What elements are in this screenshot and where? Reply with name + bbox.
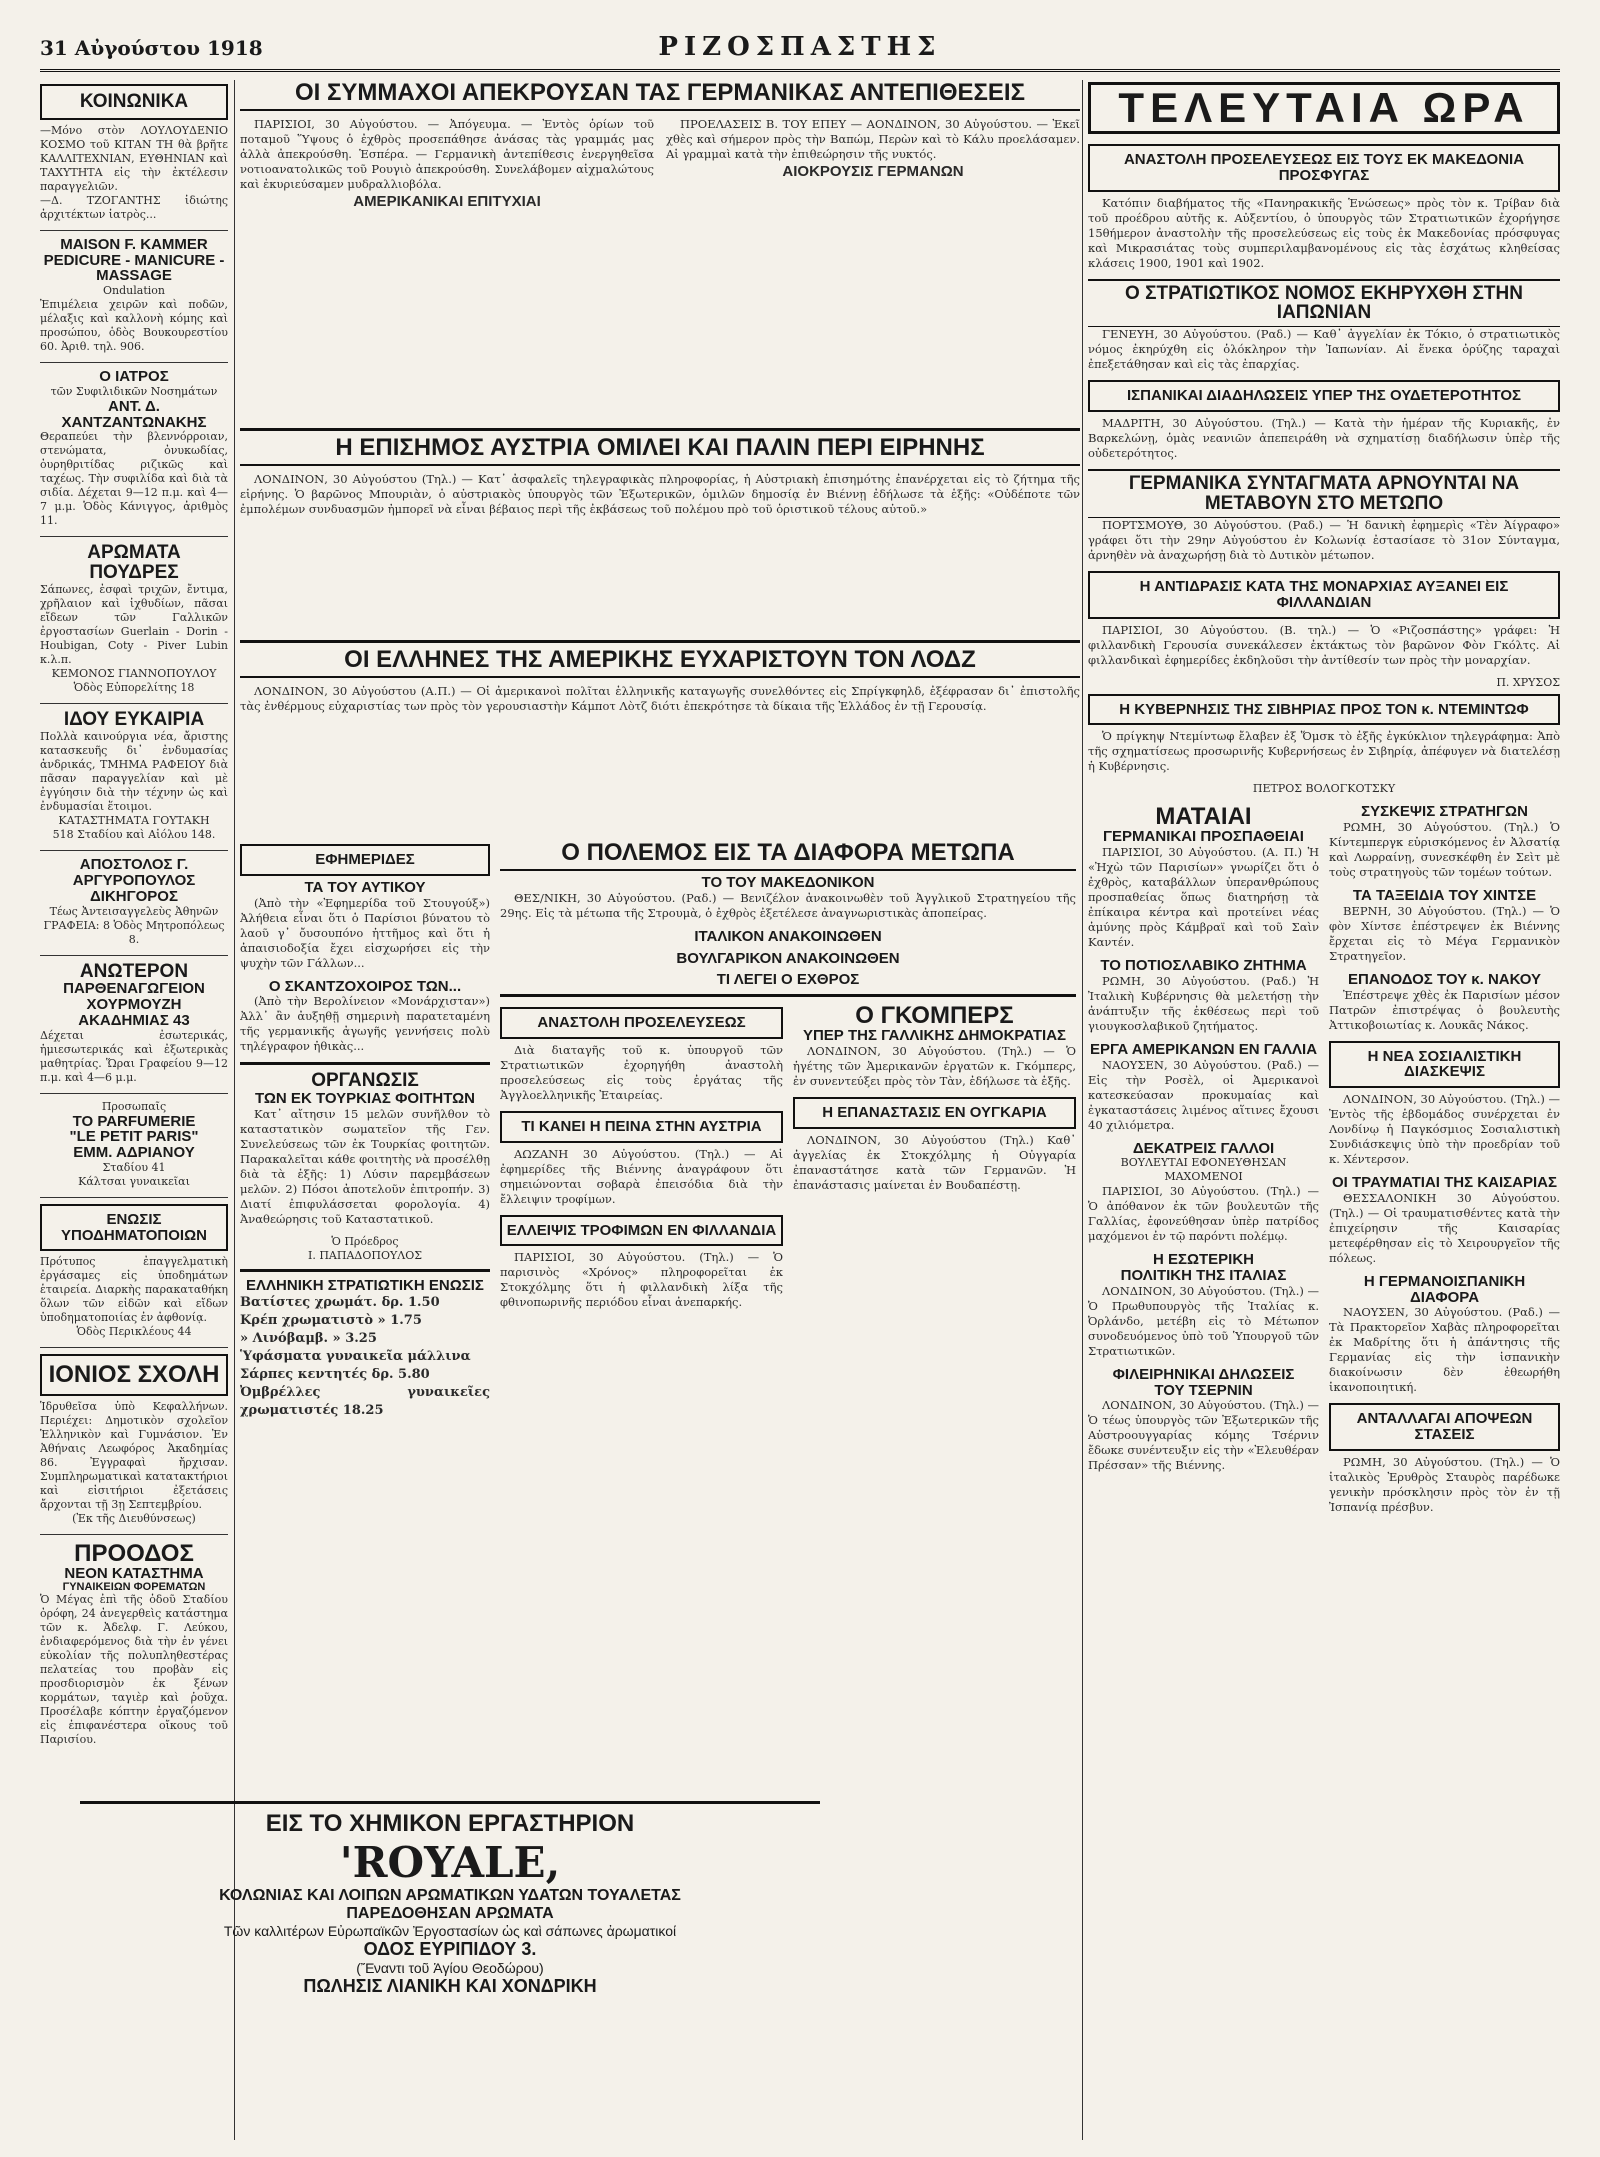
aigei-title: ΤΙ ΛΕΓΕΙ Ο ΕΧΘΡΟΣ — [716, 971, 860, 989]
spain-body: ΜΑΔΡΙΤΗ, 30 Αὐγούστου. (Τηλ.) — Κατὰ τὴν ἡμέραν τῆς Κυριακῆς, ἐν Βαρκελώνῃ, ὁμὰς νεανιῶν ἀπεπειράθη νὰ σχηματίσῃ διαδήλωσιν ὑπὲρ τῆς οὐδετερότητος. — [1088, 416, 1560, 461]
skantzoxoiros-title: Ο ΣΚΑΝΤΖΟΧΟΙΡΟΣ ΤΩΝ... — [268, 977, 462, 995]
doctor-sub: τῶν Συφιλιδικῶν Νοσημάτων — [50, 384, 218, 398]
allies-subhead-2: ΑΙΟΚΡΟΥΣΙΣ ΓΕΡΜΑΝΩΝ — [782, 163, 964, 181]
parfumerie-name2: "LE PETIT PARIS" — [69, 1128, 199, 1146]
socialist-body: ΛΟΝΔΙΝΟΝ, 30 Αὐγούστου. (Τηλ.) — Ἐντὸς τῆς ἑβδομάδος συνέρχεται ἐν Λονδίνῳ ἡ Παγκόσμιος Σοσιαλιστικὴ Συνδιάσκεψις ὑπὸ τὴν προεδρίαν τοῦ κ. Χέντερσον. — [1329, 1092, 1560, 1166]
royale-ad — [80, 1795, 820, 1997]
aromata-addr: Ὁδὸς Εὐπορελίτης 18 — [73, 681, 195, 695]
german-spanish-headline: Η ΓΕΡΜΑΝΟΙΣΠΑΝΙΚΗ ΔΙΑΦΟΡΑ — [1363, 1272, 1526, 1306]
oggaria-body: ΛΟΝΔΙΝΟΝ, 30 Αὐγούστου (Τηλ.) Καθ᾽ ἀγγελίας ἐκ Στοκχόλμης ἡ Οὐγγαρία ἐπαναστάτησε κατὰ τῶν Γερμανῶν. Ἡ ἐπανάστασις μαίνεται ἐν Βουδαπέστῃ. — [793, 1132, 1076, 1192]
czernin-headline: ΦΙΛΕΙΡΗΝΙΚΑΙ ΔΗΛΩΣΕΙΣ — [1112, 1365, 1295, 1383]
divider — [80, 1801, 820, 1804]
french-deputies-headline: ΔΕΚΑΤΡΕΙΣ ΓΑΛΛΟΙ — [1132, 1139, 1275, 1157]
royale-sales: ΠΩΛΗΣΙΣ ΛΙΑΝΙΚΗ ΚΑΙ ΧΟΝΔΡΙΚΗ — [303, 1976, 597, 1996]
issue-date: 31 Αὐγούστου 1918 — [40, 36, 263, 60]
divider — [40, 955, 228, 956]
potioslaviko-headline: ΤΟ ΠΟΤΙΟΣΛΑΒΙΚΟ ΖΗΤΗΜΑ — [1100, 957, 1307, 975]
shoes-ad — [40, 1204, 228, 1340]
kammer-sub: Ondulation — [103, 284, 165, 298]
lawyer-addr: Τέως Ἀντεισαγγελεὺς Ἀθηνῶν — [49, 904, 219, 918]
kammer-services: PEDICURE - MANICURE - MASSAGE — [43, 251, 225, 285]
school-sub: ΠΑΡΘΕΝΑΓΩΓΕΙΟΝ ΧΟΥΡΜΟΥΖΗ — [63, 980, 205, 1014]
czernin-sub: ΤΟΥ ΤΣΕΡΝΙΝ — [1154, 1381, 1253, 1399]
finland-headline: Η ΑΝΤΙΔΡΑΣΙΣ ΚΑΤΑ ΤΗΣ ΜΟΝΑΡΧΙΑΣ ΑΥΞΑΝΕΙ ΕΙΣ ΦΙΛΛΑΝΔΙΑΝ — [1088, 571, 1560, 619]
german-spanish-body: ΝΑΟΥΣΕΝ, 30 Αὐγούστου. (Ραδ.) — Τὰ Πρακτορεῖον Χαβὰς πληροφορεῖται ἐκ Μαδρίτης ὅτι ἡ ἀπάντησις τῆς Γερμανίας εἰς τὴν ἰσπανικὴν διακοίνωσιν δὲν ἐθεωρήθη ἱκανοποιητική. — [1329, 1305, 1560, 1395]
divider — [500, 994, 1076, 997]
doctor-name: ΑΝΤ. Δ. ΧΑΝΤΖΑΝΤΩΝΑΚΗΣ — [61, 397, 207, 431]
socialist-headline: Η ΝΕΑ ΣΟΣΙΑΛΙΣΤΙΚΗ ΔΙΑΣΚΕΨΙΣ — [1329, 1041, 1560, 1089]
austria-headline: Η ΕΠΙΣΗΜΟΣ ΑΥΣΤΡΙΑ ΟΜΙΛΕΙ ΚΑΙ ΠΑΛΙΝ ΠΕΡΙ ΕΙΡΗΝΗΣ — [240, 428, 1080, 466]
divider — [40, 230, 228, 231]
ionios-body: Ἱδρυθεῖσα ὑπὸ Κεφαλλήνων. Περιέχει: Δημοτικὸν σχολεῖον Ἑλληνικὸν καὶ Γυμνάσιον. Ἐν Ἀθήναις Λεωφόρος Ἀκαδημίας 86. Ἐγγραφαὶ ἤρχισαν. Συμπληρωματικαὶ κατατακτήριοι καὶ εἰσιτήριοι ἐξετάσεις ἄρχονται τῇ 3ῃ Σεπτεμβρίου. — [40, 1399, 228, 1511]
eukairia-shop: ΚΑΤΑΣΤΗΜΑΤΑ ΓΟΥΤΑΚΗ — [58, 814, 210, 828]
italy-politics-sub: ΠΟΛΙΤΙΚΗ ΤΗΣ ΙΤΑΛΙΑΣ — [1120, 1267, 1287, 1285]
doctor-body: Θεραπεύει τὴν βλεννόρροιαν, στενώματα, ὀνυκωδίας, ὀυρηθριτίδας ριζικῶς καὶ ταχέως. Τὴν συφιλίδα καὶ διὰ τὰ σιδία. Δέχεται 9—12 π.μ. καὶ 4—7 μ.μ. Ὁδὸς Κάνιγγος, ἀριθμὸς 11. — [40, 430, 228, 528]
parfumerie-owner: ΕΜΜ. ΑΔΡΙΑΝΟΥ — [73, 1144, 195, 1162]
divider — [40, 850, 228, 851]
kammer-ad — [40, 237, 228, 354]
lodge-body: ΛΟΝΔΙΝΟΝ, 30 Αὐγούστου (Α.Π.) — Οἱ ἀμερικανοὶ πολῖται ἑλληνικῆς καταγωγῆς συνελθόντες εἰς Σπρίγκφηλδ, ἐξέφρασαν δι᾽ ἐπιστολῆς τὰς ἐνθέρμους εὐχαριστίας των πρὸς τὸν γερουσιαστὴν Κάμποτ Λὸτζ διότι ἐπεκρότησε τὰ δίκαια τῆς Ἑλλάδος ἐν τῇ Γερουσίᾳ. — [240, 684, 1080, 714]
exchanges-headline: ΑΝΤΑΛΛΑΓΑΙ ΑΠΟΨΕΩΝ ΣΤΑΣΕΙΣ — [1329, 1403, 1560, 1451]
koinonika-body: —Μόνο στὸν ΛΟΥΛΟΥΔΕΝΙΟ ΚΟΣΜΟ τοῦ ΚΙΤΑΝ ΤΗ θὰ βρῆτε ΚΑΛΛΙΤΕΧΝΙΑΝ, ΕΥΘΗΝΙΑΝ καὶ ΤΑΧΥΤΗΤΑ εἰς τὴν ἐκτέλεσιν παραγγελιῶν. — [40, 123, 228, 193]
koinonika-doctor: —Δ. ΤΖΟΓΑΝΤΗΣ ἰδιώτης ἀρχιτέκτων ἰατρὸς... — [40, 193, 228, 221]
divider — [40, 536, 228, 537]
siberia-headline: Η ΚΥΒΕΡΝΗΣΙΣ ΤΗΣ ΣΙΒΗΡΙΑΣ ΠΡΟΣ ΤΟΝ κ. ΝΤΕΜΙΝΤΩΦ — [1088, 694, 1560, 726]
shoes-body: Πρότυπος ἐπαγγελματικὴ ἐργάσαμες εἰς ὑποδημάτων ἑταιρεία. Διαρκὴς παρακαταθήκη ὅλων τῶν εἰδῶν καὶ εἴδων ὑποδηματοποιίας ἐν ἀφθονίᾳ. — [40, 1255, 228, 1325]
royale-line2: ΚΟΛΩΝΙΑΣ ΚΑΙ ΛΟΙΠΩΝ ΑΡΩΜΑΤΙΚΩΝ ΥΔΑΤΩΝ ΤΟΥΑΛΕΤΑΣ — [219, 1887, 681, 1904]
finland-body: ΠΑΡΙΣΙΟΙ, 30 Αὐγούστου. (Β. τηλ.) — Ὁ «Ριζοσπάστης» γράφει: Ἡ φιλλανδικὴ Γερουσία συνεκάλεσεν ἐκτάκτως τὸν βαρῶνον Φὸν Γκόλτς. Αἱ φιλλανδικαὶ ἐφημερίδες ἐκδηλοῦσι τὴν ἀντίθεσίν των πρὸς τὴν μοναρχίαν. — [1088, 622, 1560, 667]
aromata-ad — [40, 543, 228, 695]
late-news-banner: ΤΕΛΕΥΤΑΙΑ ΩΡΑ — [1088, 82, 1560, 134]
refugees-body: Κατόπιν διαβήματος τῆς «Πανηρακικῆς Ἑνώσεως» πρὸς τὸν κ. Τρίβαν διὰ τοῦ προέδρου αὐτῆς κ. Αὐξεντίου, ὁ ὑπουργὸς τῶν Στρατιωτικῶν ἐχορήγησε 15θήμερον ἀναστολὴν τῆς προσελεύσεως εἰς τοὺς ἐκ Μακεδονίας πρόσφυγας καὶ Μικρασιάτας τοὺς συμπεριλαμβανομένους εἰς τὰς ἐσχάτως κληθείσας κλάσεις 1900, 1901 καὶ 1902. — [1088, 195, 1560, 270]
parfumerie-name: TO PARFUMERIE — [72, 1112, 196, 1130]
doctor-ad — [40, 369, 228, 528]
doctor-title: Ο ΙΑΤΡΟΣ — [99, 368, 169, 386]
regiments-body: ΠΟΡΤΣΜΟΥΘ, 30 Αὐγούστου. (Ραδ.) — Ἡ δανικὴ ἐφημερὶς «Τὲν Ἀίγραφο» γράφει ὅτι τὴν 29ην Αὐγούστου ἐν Κολωνίᾳ ἐστασίασε τὸ 31ον Σύνταγμα, ἀρνηθὲν νὰ ἀναχωρήσῃ διὰ τὸ Δυτικὸν μέτωπον. — [1088, 518, 1560, 562]
polemos-headline: Ο ΠΟΛΕΜΟΣ ΕΙΣ ΤΑ ΔΙΑΦΟΡΑ ΜΕΤΩΠΑ — [500, 840, 1076, 871]
divider — [240, 1062, 490, 1065]
wounded-body: ΘΕΣΣΑΛΟΝΙΚΗ 30 Αὐγούστου. (Τηλ.) — Οἱ τραυματισθέντες κατὰ τὴν ἐπιχείρησιν τῆς Καισαρίας μετεφέρθησαν εἰς τὸ Χειρουργεῖον τῆς πόλεως. — [1329, 1190, 1560, 1265]
enosis-item: Βατίστες χρωμάτ. δρ. 1.50 — [240, 1294, 440, 1310]
gompers-body: ΛΟΝΔΙΝΟΝ, 30 Αὐγούστου. (Τηλ.) — Ὁ ἡγέτης τῶν Ἀμερικανῶν ἐργατῶν κ. Γκόμπερς, ἐν συνεντεύξει πρὸς τὸν Τὰν, ἐδήλωσε τὰ ἑξῆς. — [793, 1044, 1076, 1089]
american-works-body: ΝΑΟΥΣΕΝ, 30 Αὐγούστου. (Ραδ.) — Εἰς τὴν Ροσὲλ, οἱ Ἀμερικανοὶ κατεσκεύασαν προκυμαίας καὶ ἐγκαταστάσεις λιμένος αἵτινες ἔχουσι 40 χιλιόμετρα. — [1088, 1057, 1319, 1132]
eukairia-addr: 518 Σταδίου καὶ Αἰόλου 148. — [52, 828, 216, 842]
italy-politics-headline: Η ΕΣΩΤΕΡΙΚΗ — [1152, 1251, 1255, 1269]
peina-title: ΤΙ ΚΑΝΕΙ Η ΠΕΙΝΑ ΣΤΗΝ ΑΥΣΤΡΙΑ — [500, 1111, 783, 1143]
aromata-shop: ΚΕΜΟΝΟΣ ΓΙΑΝΝΟΠΟΥΛΟΥ — [51, 667, 217, 681]
school-title: ΑΝΩΤΕΡΟΝ — [79, 960, 189, 982]
royale-line1: ΕΙΣ ΤΟ ΧΗΜΙΚΟΝ ΕΡΓΑΣΤΗΡΙΟΝ — [265, 1810, 635, 1837]
american-works-headline: ΕΡΓΑ ΑΜΕΡΙΚΑΝΩΝ ΕΝ ΓΑΛΛΙΑ — [1089, 1040, 1318, 1058]
spain-headline: ΙΣΠΑΝΙΚΑΙ ΔΙΑΔΗΛΩΣΕΙΣ ΥΠΕΡ ΤΗΣ ΟΥΔΕΤΕΡΟΤΗΤΟΣ — [1088, 380, 1560, 412]
regiments-headline: ΓΕΡΜΑΝΙΚΑ ΣΥΝΤΑΓΜΑΤΑ ΑΡΝΟΥΝΤΑΙ ΝΑ ΜΕΤΑΒΟΥΝ ΣΤΟ ΜΕΤΩΠΟ — [1088, 469, 1560, 518]
generals-body: ΡΩΜΗ, 30 Αὐγούστου. (Τηλ.) Ὁ Κίντεμπεργκ εὑρισκόμενος ἐν Ἀλσατίᾳ καὶ Λωρραίνῃ, συνεσκέφθη ἐν Σεὶτ μὲ τοὺς στρατηγοὺς τῶν τομέων τούτων. — [1329, 820, 1560, 879]
koinonika-title: ΚΟΙΝΩΝΙΚΑ — [40, 84, 228, 120]
french-deputies-sub: ΒΟΥΛΕΥΤΑΙ ΕΦΟΝΕΥΘΗΣΑΝ ΜΑΧΟΜΕΝΟΙ — [1120, 1156, 1287, 1184]
austria-body: ΛΟΝΔΙΝΟΝ, 30 Αὐγούστου (Τηλ.) — Κατ᾽ ἀσφαλεῖς τηλεγραφικὰς πληροφορίας, ἡ Αὐστριακὴ ἐπισημότης ἐπανέρχεται εἰς τὸ ζήτημα τῆς εἰρήνης. Ὁ βαρῶνος Μπουριὰν, ὁ αὐστριακὸς ὑπουργὸς τῶν Ἐξωτερικῶν, ὁμιλῶν δημοσίᾳ ἐν Βιέννῃ ἐδήλωσε τὰ ἑξῆς: «Οὐδέποτε τῶν ἐμπολέμων συνδυασμῶν ἠμπορεῖ νὰ εἶναι βέβαιος περὶ τῆς ἐκβάσεως τοῦ πολέμου πρὸ τοῦ ὁριστικοῦ τέλους αὐτοῦ.» — [240, 472, 1080, 517]
italy-politics-body: ΛΟΝΔΙΝΟΝ, 30 Αὐγούστου. (Τηλ.) — Ὁ Πρωθυπουργὸς τῆς Ἰταλίας κ. Ὀρλάνδο, μετέβη εἰς τὸ Μέτωπον συνοδευόμενος ὑπὸ τοῦ Ὑπουργοῦ τῶν Στρατιωτικῶν. — [1088, 1283, 1319, 1358]
enosis-item: Ὑφάσματα γυναικεῖα μάλλινα — [240, 1348, 471, 1364]
lawyer-title: ΔΙΚΗΓΟΡΟΣ — [90, 887, 178, 905]
enosis-item: Σάρπες κεντητές δρ. 5.80 — [240, 1366, 430, 1382]
lawyer-ad — [40, 857, 228, 946]
koinonika-section — [40, 84, 228, 222]
royale-line4: Τῶν καλλιτέρων Εὐρωπαϊκῶν Ἐργοστασίων ὡς καὶ σάπωνες ἀρωματικοί — [223, 1923, 677, 1939]
royale-addr: ΟΔΟΣ ΕΥΡΙΠΙΔΟΥ 3. — [363, 1939, 537, 1959]
lawyer-office: ΓΡΑΦΕΙΑ: 8 Ὁδὸς Μητροπόλεως 8. — [43, 918, 225, 946]
potioslaviko-body: ΡΩΜΗ, 30 Αὐγούστου. (Ραδ.) Ἡ Ἰταλικὴ Κυβέρνησις θὰ μελετήσῃ τὴν ἀνάπτυξιν τῆς ἐκθέσεως περὶ τοῦ γιουγκοσλαβικοῦ ζητήματος. — [1088, 973, 1319, 1033]
allies-article — [240, 80, 1080, 210]
hintze-headline: ΤΑ ΤΑΞΕΙΔΙΑ ΤΟΥ ΧΙΝΤΣΕ — [1352, 887, 1537, 904]
peina-body: ΑΩΖΑΝΗ 30 Αὐγούστου. (Τηλ.) — Αἱ ἐφημερίδες τῆς Βιέννης ἀναγράφουν ὅτι σημειώνονται σοβαρὰ ἐπεισόδια διὰ τὴν ἔλλειψιν τροφίμων. — [500, 1146, 783, 1206]
french-deputies-body: ΠΑΡΙΣΙΟΙ, 30 Αὐγούστου. (Τηλ.) — Ὁ ἀπόθανον ἐκ τῶν βουλευτῶν τῆς Γαλλίας, ἐφονεύθησαν ὑπὲρ πατρίδος μαχόμενοι ἐν τῷ παρόντι πολέμῳ. — [1088, 1184, 1319, 1244]
nakos-headline: ΕΠΑΝΟΔΟΣ ΤΟΥ κ. ΝΑΚΟΥ — [1347, 970, 1542, 988]
organosis-title: ΟΡΓΑΝΩΣΙΣ — [311, 1070, 419, 1092]
ephemerides-body: (Ἀπὸ τὴν «Ἐφημερίδα τοῦ Στουγούξ») Ἀλήθεια εἶναι ὅτι ὁ Παρίσιοι βύνατου τὸ λαοῦ γ᾽ ὄυσουπόνο ἡττῆμος καὶ ὅτι ἡ ἀπαισιοδοξία ἔχει εἰσχωρήσει εἰς τὴν ψυχὴν τῶν Γάλλων... — [240, 895, 490, 970]
refugees-headline: ΑΝΑΣΤΟΛΗ ΠΡΟΣΕΛΕΥΣΕΩΣ ΕΙΣ ΤΟΥΣ ΕΚ ΜΑΚΕΔΟΝΙΑ ΠΡΟΣΦΥΓΑΣ — [1088, 144, 1560, 192]
center-right-column — [500, 840, 1076, 1760]
enosis-item: Ὀμβρέλλες γυναικεῖες χρωματιστές 18.25 — [240, 1384, 490, 1418]
exchanges-body: ΡΩΜΗ, 30 Αὐγούστου. (Τηλ.) — Ὁ ἰταλικὸς Ἐρυθρὸς Σταυρὸς παρέδωκε γενικὴν πρόσκλησιν πρὸς τὸν ἐν τῇ Ἰσπανίᾳ πρέσβυν. — [1329, 1454, 1560, 1514]
parfumerie-addr: Σταδίου 41 — [102, 1160, 166, 1174]
aromata-title: ΑΡΩΜΑΤΑ ΠΟΥΔΡΕΣ — [87, 542, 181, 584]
skantzoxoiros-body: (Ἀπὸ τὴν Βερολίνειον «Μονάρχισταν») Ἀλλ᾽ ἂν ἀυξηθῇ σημερινὴ παρατεταμένη τῆς γερμανικῆς ἀγωγῆς γεννήσεις πολὺ τηλέγραφον ἠθικὰς... — [240, 994, 490, 1054]
divider — [40, 362, 228, 363]
organosis-body: Κατ᾽ αἴτησιν 15 μελῶν συνῆλθον τὸ καταστατικὸν σωματεῖον τῆς Γεν. Συνελεύσεως τῶν ἐκ Τουρκίας φοιτητῶν. Παρακαλεῖται κάθε φοιτητὴς νὰ προσέλθῃ διὰ τὰ ἑξῆς: 1) Λύσιν παρεμβάσεων μελῶν. 2) Πόσοι ἀποτελοῦν ἐπιτροπήν. 3) Διατί ἐπιφυλάσσεται φορολογία. 4) Ἀναθεώρησις τοῦ Καταστατικοῦ. — [240, 1106, 490, 1226]
kammer-name: MAISON F. KAMMER — [60, 235, 208, 253]
gompers-sub: ΥΠΕΡ ΤΗΣ ΓΑΛΛΙΚΗΣ ΔΗΜΟΚΡΑΤΙΑΣ — [802, 1027, 1067, 1045]
anastoli-title: ΑΝΑΣΤΟΛΗ ΠΡΟΣΕΛΕΥΣΕΩΣ — [500, 1007, 783, 1039]
divider — [40, 1093, 228, 1094]
ionios-ad — [40, 1354, 228, 1525]
italikon-title: ΙΤΑΛΙΚΟΝ ΑΝΑΚΟΙΝΩΘΕΝ — [694, 927, 882, 945]
eukairia-body: Πολλὰ καινούργια νέα, ἄριστης κατασκευῆς δι᾽ ἐνδυμασίας ἀνδρικάς, ΤΜΗΜΑ ΡΑΦΕΙΟΥ διὰ πᾶσαν παραγγελίαν καὶ μὲ ἐγγύησιν διὰ τὴν τέχνην ὡς καὶ ἐνδυμασίαι ἕτοιμοι. — [40, 730, 228, 814]
parfumerie-note: Κάλτσαι γυναικεῖαι — [78, 1174, 190, 1188]
school-ad — [40, 962, 228, 1085]
eukairia-title: ΙΔΟΥ ΕΥΚΑΙΡΙΑ — [63, 709, 205, 731]
organosis-subtitle: ΤΩΝ ΕΚ ΤΟΥΡΚΙΑΣ ΦΟΙΤΗΤΩΝ — [255, 1090, 475, 1108]
divider — [40, 1197, 228, 1198]
ephemerides-title: ΕΦΗΜΕΡΙΔΕΣ — [240, 844, 490, 876]
aromata-body: Σάπωνες, ἐσφαὶ τριχῶν, ἔντιμα, χρῆλαιον καὶ ἰχθυδίων, πᾶσαι εἴδεων τῶν Γαλλικῶν ἐργοστασίων Guerlain - Dorin - Houbigan, Coty - Piver Lubin κ.λ.π. — [40, 583, 228, 667]
trofima-body: ΠΑΡΙΣΙΟΙ, 30 Αὐγούστου. (Τηλ.) — Ὁ παρισινὸς «Χρόνος» πληροφορεῖται ἐκ Στοκχόλμης ὅτι ἡ φιλλανδικὴ λίξα τῆς φθινοπωρινῆς περιόδου εἶναι ἀνεπαρκής. — [500, 1250, 783, 1310]
kammer-body: Ἐπιμέλεια χειρῶν καὶ ποδῶν, μέλαξις καὶ καλλονὴ κόμης καὶ προσώπου, ὁδὸς Βουκουρεστίου 60. Ἀριθ. τηλ. 906. — [40, 298, 228, 354]
left-ads-column — [40, 80, 228, 1780]
oggaria-title: Η ΕΠΑΝΑΣΤΑΣΙΣ ΕΝ ΟΥΓΚΑΡΙΑ — [793, 1097, 1076, 1129]
allies-body-1: ΠΑΡΙΣΙΟΙ, 30 Αὐγούστου. — Ἀπόγευμα. — Ἐντὸς ὁρίων τοῦ ποταμοῦ Ὕψους ὁ ἐχθρὸς προσεπάθησε ἀνάσας τὰς γραμμάς μας ἀλλὰ ἀπεκρούσθη. Ἑσπέρα. — Γερμανικὴ ἀντεπίθεσις ἐνεργηθεῖσα νοτιοανατολικῶς τοῦ Ρουγιὸ ἀπεκρούσθη. Συνελάβομεν αἰχμαλώτους καὶ ἐκυριεύσαμεν μυδραλλιοβόλα. — [240, 117, 654, 192]
anastoli-body: Διὰ διαταγῆς τοῦ κ. ὑπουργοῦ τῶν Στρατιωτικῶν ἐχορηγήθη ἀναστολὴ προσελεύσεως εἰς τοὺς ἐργάτας τῆς Ἀγγλοελληνικῆς Ἐταιρείας. — [500, 1042, 783, 1102]
eukairia-ad — [40, 710, 228, 842]
polemos-sub: ΤΟ ΤΟΥ ΜΑΚΕΔΟΝΙΚΟΝ — [701, 874, 875, 892]
mataiai-headline: ΜΑΤΑΙΑΙ — [1155, 803, 1252, 831]
proodos-title: ΠΡΟΟΔΟΣ — [74, 1539, 194, 1567]
proodos-body: Ὁ Μέγας ἐπὶ τῆς ὁδοῦ Σταδίου ὀρόφη, 24 ἀνεγερθεὶς κατάστημα τῶν κ. Ἀδελφ. Γ. Λεύκου, ἐνδιαφερόμενος διὰ τὴν ἐν γένει εὐκολίαν τῆς πολυπληθεστέρας πελατείας του προβὰν εἰς προσδιορισμὸν ἐκ ξένων κορμάτων, ταγιὲρ καὶ ῥοῦχα. Προσέλαβε κόπτην ἐργαζόμενον εἰς ἐπιφανέστερα οἴκους τοῦ Παρισίου. — [40, 1593, 228, 1747]
column-rule — [1082, 80, 1083, 2140]
generals-headline: ΣΥΣΚΕΨΙΣ ΣΤΡΑΤΗΓΩΝ — [1361, 803, 1528, 821]
newspaper-title: ΡΙΖΟΣΠΑΣΤΗΣ — [658, 32, 942, 62]
masthead — [40, 28, 1560, 72]
divider — [40, 1347, 228, 1348]
vulgarikon-title: ΒΟΥΛΓΑΡΙΚΟΝ ΑΝΑΚΟΙΝΩΘΕΝ — [676, 949, 900, 967]
royale-line3: ΠΑΡΕΔΟΘΗΣΑΝ ΑΡΩΜΑΤΑ — [346, 1905, 554, 1922]
gompers-title: Ο ΓΚΟΜΠΕΡΣ — [855, 1002, 1014, 1030]
divider — [240, 1269, 490, 1272]
royale-brand: 'ROYALE, — [339, 1838, 561, 1887]
proodos-sub2: ΓΥΝΑΙΚΕΙΩΝ ΦΟΡΕΜΑΤΩΝ — [62, 1580, 206, 1593]
school-addr: ΑΚΑΔΗΜΙΑΣ 43 — [78, 1011, 190, 1029]
trofima-title: ΕΛΛΕΙΨΙΣ ΤΡΟΦΙΜΩΝ ΕΝ ΦΙΛΛΑΝΔΙΑ — [500, 1215, 783, 1247]
lodge-headline: ΟΙ ΕΛΛΗΝΕΣ ΤΗΣ ΑΜΕΡΙΚΗΣ ΕΥΧΑΡΙΣΤΟΥΝ ΤΟΝ ΛΟΔΖ — [240, 640, 1080, 678]
enosis-item: » Λινόβαμβ. » 3.25 — [240, 1330, 377, 1346]
ephemerides-sub: ΤΑ ΤΟΥ ΑΥΤΙΚΟΥ — [304, 878, 426, 896]
enosis-list — [240, 1294, 490, 1420]
organosis-sign: Ὁ Πρόεδρος — [331, 1234, 399, 1248]
austria-article — [240, 428, 1080, 519]
polemos-body: ΘΕΣ/ΝΙΚΗ, 30 Αὐγούστου. (Ραδ.) — Βενιζέλον ἀνακοινωθὲν τοῦ Ἀγγλικοῦ Στρατηγείου τῆς 29ης. Εἰς τὰ μέτωπα τῆς Στρουμὰ, ὁ ἐχθρὸς ἐξετέλεσε ἀναγνωριστικὰς ἀποπείρας. — [500, 890, 1076, 920]
ionios-title: ΙΟΝΙΟΣ ΣΧΟΛΗ — [40, 1354, 228, 1395]
enosis-item: Κρέπ χρωματιστὸ » 1.75 — [240, 1312, 422, 1328]
allies-headline: ΟΙ ΣΥΜΜΑΧΟΙ ΑΠΕΚΡΟΥΣΑΝ ΤΑΣ ΓΕΡΜΑΝΙΚΑΣ ΑΝΤΕΠΙΘΕΣΕΙΣ — [240, 80, 1080, 111]
organosis-name: Ι. ΠΑΠΑΔΟΠΟΥΛΟΣ — [308, 1248, 422, 1262]
proodos-sub: ΝΕΟΝ ΚΑΤΑΣΤΗΜΑ — [64, 1564, 204, 1582]
nakos-body: Ἐπέστρεψε χθὲς ἐκ Παρισίων μέσον Πατρῶν ἐπιστρέψας ὁ βουλευτὴς Ἀττικοβοιωτίας κ. Λουκᾶς Νάκος. — [1329, 987, 1560, 1032]
parfumerie-ad — [40, 1100, 228, 1189]
allies-body-2: ΠΡΟΕΛΑΣΕΙΣ Β. ΤΟΥ ΕΠΕΥ — ΑΟΝΔΙΝΟΝ, 30 Αὐγούστου. — Ἐκεῖ χθὲς καὶ σήμερον πρὸς τὴν Βαπώμ, Περὼν καὶ τὸ Κάλυ προελάσαμεν. Αἱ γραμμαὶ κατὰ τὴν ἐπιθεώρησιν τῆς νυκτός. — [666, 117, 1080, 162]
hintze-body: ΒΕΡΝΗ, 30 Αὐγούστου. (Τηλ.) — Ὁ φὸν Χίντσε ἐπέστρεψεν ἐκ Βιέννης ἔρχεται εἰς τὸ Μέγα Γερμανικὸν Στρατηγεῖον. — [1329, 903, 1560, 963]
wounded-headline: ΟΙ ΤΡΑΥΜΑΤΙΑΙ ΤΗΣ ΚΑΙΣΑΡΙΑΣ — [1332, 1174, 1557, 1191]
divider — [40, 703, 228, 704]
late-news-column — [1088, 140, 1560, 2130]
mataiai-sub: ΓΕΡΜΑΝΙΚΑΙ ΠΡΟΣΠΑΘΕΙΑΙ — [1103, 828, 1304, 846]
parfumerie-pre: Προσωπαῖς — [101, 1099, 167, 1113]
siberia-sign: ΠΕΤΡΟΣ ΒΟΛΟΓΚΟΤΣΚΥ — [1252, 782, 1396, 796]
finland-sign: Π. ΧΡΥΣΟΣ — [1496, 675, 1560, 689]
center-left-column — [240, 840, 490, 1760]
japan-headline: Ο ΣΤΡΑΤΙΩΤΙΚΟΣ ΝΟΜΟΣ ΕΚΗΡΥΧΘΗ ΣΤΗΝ ΙΑΠΩΝΙΑΝ — [1088, 279, 1560, 328]
shoes-title: ΕΝΩΣΙΣ ΥΠΟΔΗΜΑΤΟΠΟΙΩΝ — [40, 1204, 228, 1252]
mataiai-body: ΠΑΡΙΣΙΟΙ, 30 Αὐγούστου. (Α. Π.) Ἡ «Ἠχὼ τῶν Παρισίων» γνωρίζει ὅτι ὁ ἐχθρὸς, καταβάλλων ὑπερανθρώπους προσπαθείας ὅπως διατηρήσῃ τὰ ἐπίκαιρα κέντρα καὶ προτείνει νέας ἀμύνης πρὸς Κάμβραϊ καὶ τοῦ Σαὶν Καντέν. — [1088, 845, 1319, 950]
siberia-body: Ὁ πρίγκηψ Ντεμίντωφ ἔλαβεν ἐξ Ὅμσκ τὸ ἑξῆς ἐγκύκλιον τηλεγράφημα: Ἀπὸ τῆς σχηματίσεως προσωρινῆς Κυβερνήσεως ἐν Σιβηρίᾳ, ἀπέφυγεν νὰ διατελέσῃ ἡ Κυβέρνησις. — [1088, 729, 1560, 774]
czernin-body: ΛΟΝΔΙΝΟΝ, 30 Αὐγούστου. (Τηλ.) — Ὁ τέως ὑπουργὸς τῶν Ἐξωτερικῶν τῆς Αὐστροουγγαρίας κόμης Τσέρνιν ἔδωκε συνέντευξιν εἰς τὴν «Ἐλευθέραν Πρέσσαν» τῆς Βιέννης. — [1088, 1398, 1319, 1473]
japan-body: ΓΕΝΕΥΗ, 30 Αὐγούστου. (Ραδ.) — Καθ᾽ ἀγγελίαν ἐκ Τόκιο, ὁ στρατιωτικὸς νόμος ἐκηρύχθη εἰς ὁλόκληρον τὴν Ἰαπωνίαν. Αἱ ἕνεκα ὀρύζης ταραχαὶ ἐπεξετάθησαν καὶ εἰς τὰς ἐπαρχίας. — [1088, 327, 1560, 372]
allies-subhead-1: ΑΜΕΡΙΚΑΝΙΚΑΙ ΕΠΙΤΥΧΙΑΙ — [353, 193, 541, 211]
ionios-sign: (Ἐκ τῆς Διευθύνσεως) — [72, 1511, 196, 1525]
lodge-article — [240, 640, 1080, 716]
lawyer-name: ΑΠΟΣΤΟΛΟΣ Γ. ΑΡΓΥΡΟΠΟΥΛΟΣ — [72, 856, 196, 889]
shoes-addr: Ὁδὸς Περικλέους 44 — [76, 1325, 192, 1339]
proodos-ad — [40, 1541, 228, 1747]
royale-addr2: (Ἔναντι τοῦ Ἁγίου Θεοδώρου) — [356, 1960, 544, 1976]
school-body: Δέχεται ἐσωτερικάς, ἡμιεσωτερικάς καὶ ἐξωτερικὰς μαθητρίας. Ὥραι Γραφείου 9—12 π.μ. καὶ 4—6 μ.μ. — [40, 1028, 228, 1084]
enosis-title: ΕΛΛΗΝΙΚΗ ΣΤΡΑΤΙΩΤΙΚΗ ΕΝΩΣΙΣ — [246, 1276, 484, 1294]
divider — [40, 1534, 228, 1535]
